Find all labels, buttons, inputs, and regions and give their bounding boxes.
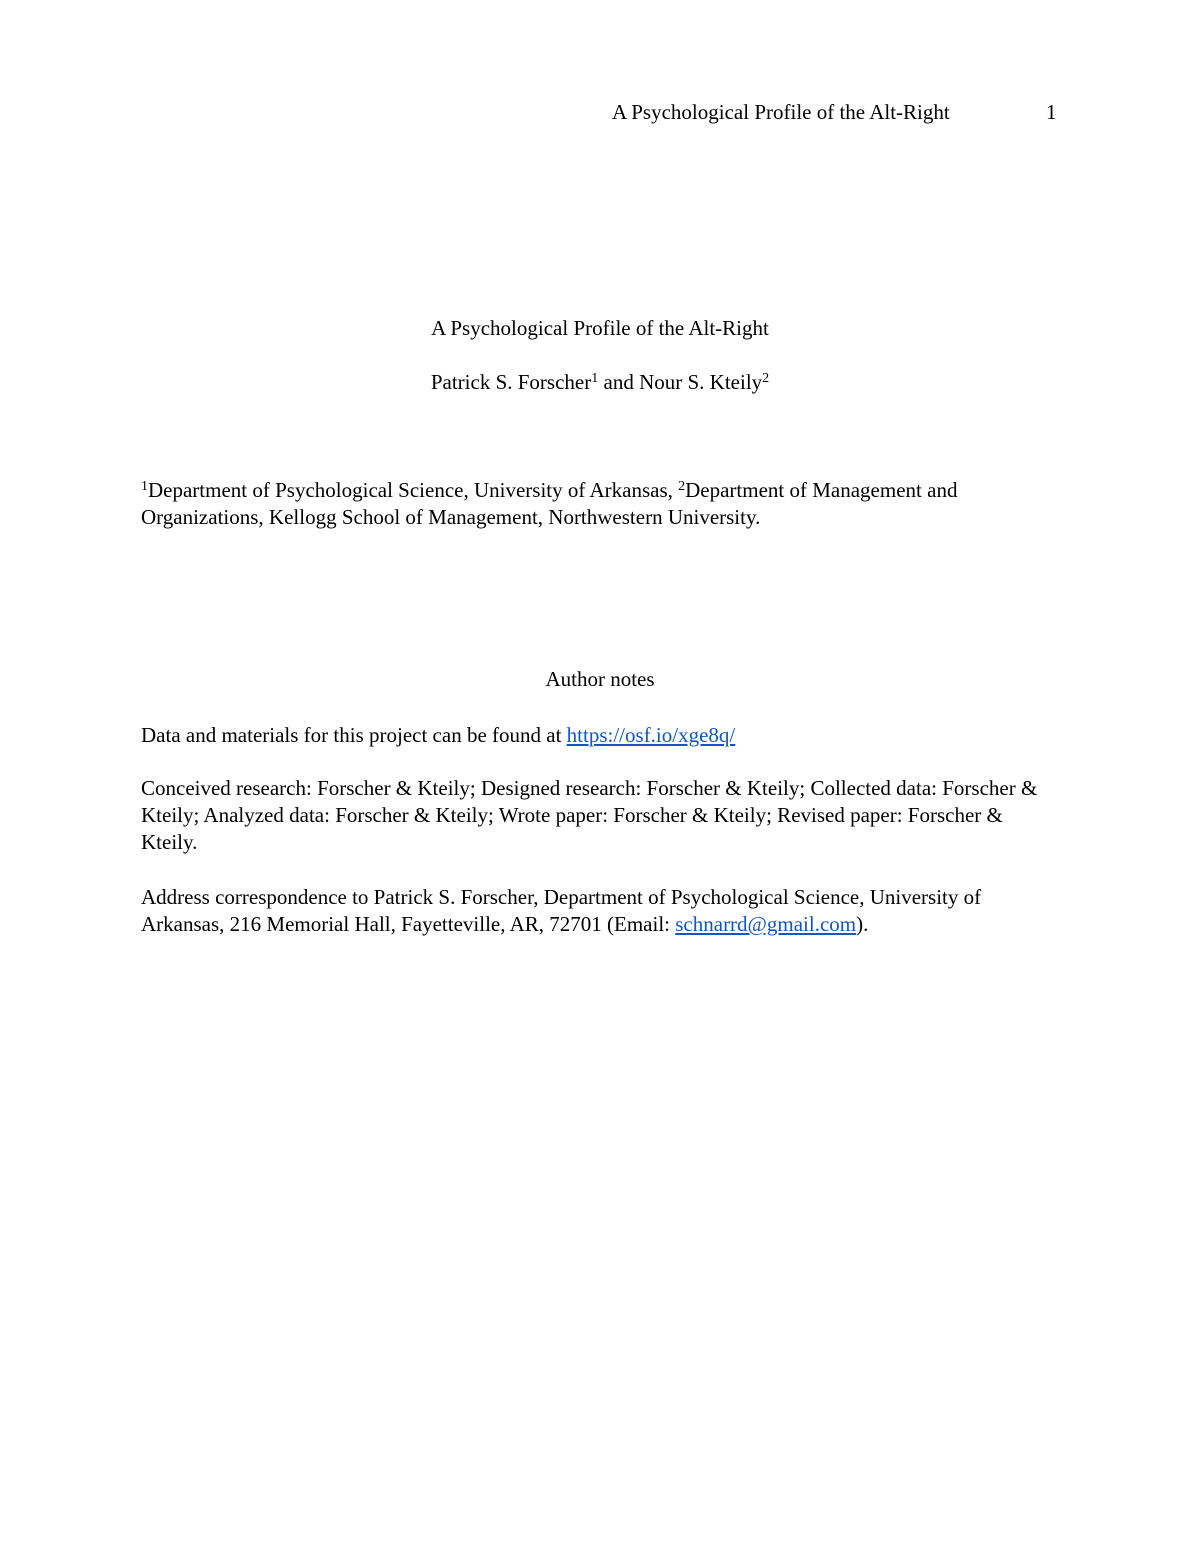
author-contributions: Conceived research: Forscher & Kteily; Designed research: Forscher & Kteily; Collected data: Forscher & Kteily; Analyzed data: Forscher & Kteily; Wrote paper: Forscher & Kteily; Revised paper: Forscher & Kteily. — [141, 776, 1038, 854]
author-notes-heading: Author notes — [545, 667, 655, 691]
author-name: Patrick S. Forscher — [430, 370, 592, 394]
osf-link[interactable]: https://osf.io/xge8q/ — [566, 723, 736, 747]
author-name: Nour S. Kteily — [639, 370, 763, 394]
data-availability-note — [141, 722, 1061, 749]
affiliation-marker: 2 — [762, 371, 770, 386]
affiliations — [141, 477, 1061, 531]
page-number: 1 — [1046, 100, 1057, 124]
affiliation-text: Department of Management and Organizations, Kellogg School of Management, Northwestern University. — [141, 478, 958, 529]
affiliation-marker: 1 — [141, 479, 148, 494]
affiliation-text: Department of Psychological Science, University of Arkansas, — [148, 478, 679, 502]
correspondence-note — [141, 884, 1061, 938]
email-link[interactable]: schnarrd@gmail.com — [675, 912, 857, 936]
correspondence-text: Address correspondence to Patrick S. Forscher, Department of Psychological Science, University of Arkansas, 216 Memorial Hall, Fayetteville, AR, 72701 (Email: — [141, 885, 982, 936]
author-conjunction: and — [598, 370, 640, 394]
affiliation-marker: 1 — [591, 371, 599, 386]
correspondence-closing: ). — [856, 912, 869, 936]
paper-title: A Psychological Profile of the Alt-Right — [431, 316, 769, 340]
data-note-text: Data and materials for this project can be found at — [141, 723, 567, 747]
affiliation-marker: 2 — [678, 479, 686, 494]
running-head: A Psychological Profile of the Alt-Right — [612, 100, 950, 124]
author-line — [0, 369, 1200, 396]
